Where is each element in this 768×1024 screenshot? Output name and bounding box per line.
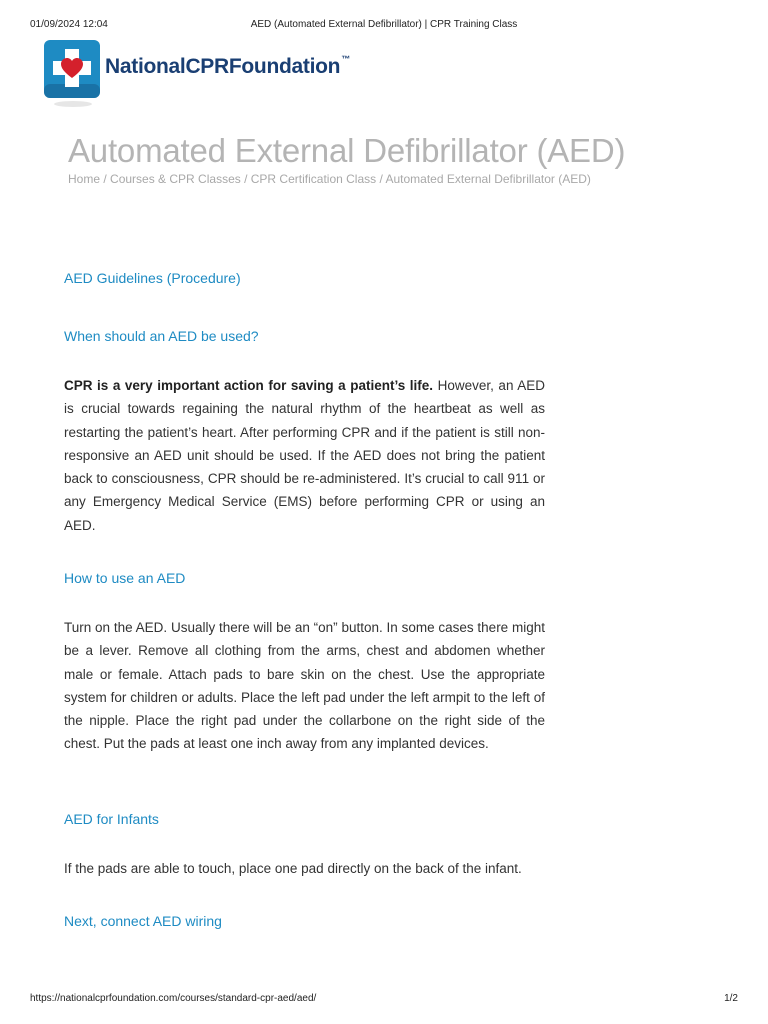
heading-aed-guidelines: AED Guidelines (Procedure) <box>64 270 241 286</box>
breadcrumb-home[interactable]: Home <box>68 172 101 186</box>
heading-aed-infants: AED for Infants <box>64 811 159 827</box>
site-logo[interactable] <box>44 40 374 110</box>
paragraph-aed-infants: If the pads are able to touch, place one pad directly on the back of the infant. <box>64 861 522 876</box>
heart-cross-icon <box>44 40 100 98</box>
heading-how-to-use: How to use an AED <box>64 570 186 586</box>
paragraph-when-body: However, an AED is crucial towards regaining the natural rhythm of the heartbeat as well as restarting the patient’s heart. After performing CPR and if the patient is still non-responsive an AED unit should be used. If the AED does not bring the patient back to consciousness, CPR should be re-administered. It’s crucial to call 911 or any Emergency Medical Service (EMS) before performing CPR or using an AED. <box>64 378 546 533</box>
paragraph-when-to-use <box>64 374 545 537</box>
paragraph-how-to-use: Turn on the AED. Usually there will be an “on” button. In some cases there might be a lever. Remove all clothing from the arms, chest and abdomen whether male or female. Attach pads to bare skin on the chest. Use the appropriate system for children or adults. Place the left pad under the left armpit to the left of the nipple. Place the right pad under the collarbone on the right side of the chest. Put the pads at least one inch away from any implanted devices. <box>64 620 545 752</box>
breadcrumb <box>68 172 591 186</box>
paragraph-bold-lead: CPR is a very important action for saving a patient’s life. <box>64 378 434 393</box>
page-title: Automated External Defibrillator (AED) <box>68 132 626 169</box>
logo-shadow <box>54 101 92 107</box>
print-header <box>0 19 768 33</box>
breadcrumb-separator: / <box>376 172 386 186</box>
print-date: 01/09/2024 12:04 <box>30 19 108 30</box>
breadcrumb-current: Automated External Defibrillator (AED) <box>385 172 591 186</box>
print-url: https://nationalcprfoundation.com/courses/standard-cpr-aed/aed/ <box>30 993 317 1004</box>
breadcrumb-cpr-certification[interactable]: CPR Certification Class <box>250 172 377 186</box>
page-number: 1/2 <box>724 993 738 1004</box>
breadcrumb-separator: / <box>100 172 111 186</box>
breadcrumb-courses[interactable]: Courses & CPR Classes <box>110 172 241 186</box>
heading-when-to-use: When should an AED be used? <box>64 328 259 344</box>
trademark-symbol: ™ <box>341 54 350 64</box>
breadcrumb-separator: / <box>240 172 251 186</box>
logo-wordmark <box>105 55 350 79</box>
print-document-title: AED (Automated External Defibrillator) | CPR Training Class <box>250 19 518 30</box>
logo-text: NationalCPRFoundation <box>105 55 341 78</box>
heading-connect-wiring: Next, connect AED wiring <box>64 913 222 929</box>
